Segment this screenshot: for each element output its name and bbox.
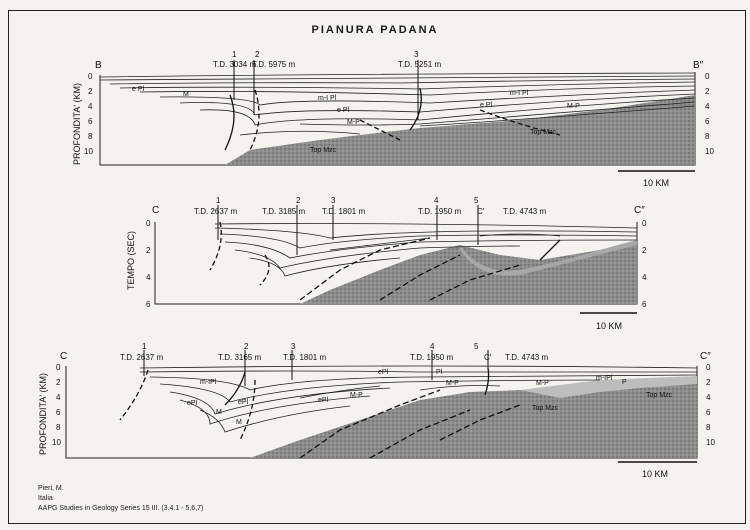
well-td: T.D. 3034 m [213,60,257,69]
section-b-well-labels [213,50,441,69]
svg-text:6: 6 [88,117,93,126]
well-number: 3 [291,342,296,351]
section-c2-axis-label: PROFONDITA' (KM) [38,372,48,455]
well-number: 2 [244,342,249,351]
section-c-right-ticks [642,219,647,309]
section-b-right-ticks [705,72,714,156]
well-td: C′ [477,207,485,216]
svg-text:4: 4 [88,102,93,111]
svg-text:10: 10 [84,147,93,156]
well-number: 4 [430,342,435,351]
well-number: 1 [216,196,221,205]
svg-text:P: P [622,379,627,386]
section-c2-left-ticks [52,363,61,447]
svg-text:6: 6 [642,300,647,309]
svg-text:M-P: M-P [536,380,549,387]
svg-text:ePl: ePl [187,400,198,407]
well-td: T.D. 2637 m [120,353,164,362]
well-td: T.D. 3185 m [262,207,306,216]
well-number: 5 [474,196,479,205]
svg-text:Top Mzc: Top Mzc [530,129,557,136]
well-number: 2 [255,50,260,59]
section-b-b2 [72,50,714,188]
section-c-scale-label: 10 KM [596,321,623,331]
svg-text:6: 6 [56,408,61,417]
svg-text:8: 8 [705,132,710,141]
svg-text:M: M [236,419,242,426]
well-td: T.D. 4743 m [505,353,549,362]
well-number: 2 [296,196,301,205]
section-c-depth [38,342,715,479]
svg-text:M-P: M-P [350,392,363,399]
svg-text:6: 6 [146,300,151,309]
well-number: 5 [474,342,479,351]
svg-text:m-I Pl: m-I Pl [510,90,529,97]
section-c2-right-end: C″ [700,351,711,362]
svg-text:8: 8 [88,132,93,141]
svg-text:0: 0 [705,72,710,81]
well-td: T.D. 1801 m [322,207,366,216]
svg-text:ePl: ePl [238,399,249,406]
section-c-time [126,196,647,331]
section-c-basement [300,240,637,304]
svg-text:4: 4 [642,273,647,282]
well-number: 4 [434,196,439,205]
svg-text:0: 0 [146,219,151,228]
section-c-right-end: C″ [634,205,645,216]
svg-text:2: 2 [705,87,710,96]
page-title: PIANURA PADANA [311,24,439,36]
section-c-axis-label: TEMPO (SEC) [126,230,136,290]
section-b-left-end: B [95,60,102,71]
svg-text:M-P: M-P [567,103,580,110]
well-number: 1 [142,342,147,351]
section-b-right-end: B″ [693,60,704,71]
well-td: T.D. 1801 m [283,353,327,362]
svg-text:8: 8 [56,423,61,432]
svg-text:M: M [183,91,189,98]
svg-text:m-I Pl: m-I Pl [318,95,337,102]
section-c2-left-end: C [60,351,68,362]
section-c-left-end: C [152,205,160,216]
svg-text:2: 2 [642,246,647,255]
svg-text:ePl: ePl [378,369,389,376]
svg-text:2: 2 [146,246,151,255]
svg-text:6: 6 [706,408,711,417]
svg-text:e Pl: e Pl [337,107,350,114]
svg-text:Pl: Pl [436,369,443,376]
well-td: T.D. 4743 m [503,207,547,216]
svg-text:0: 0 [88,72,93,81]
section-c2-scale-label: 10 KM [642,469,669,479]
svg-text:Top Mzc: Top Mzc [532,405,559,412]
section-b-basement [225,95,695,165]
svg-text:2: 2 [706,378,711,387]
section-b-scale-label: 10 KM [643,178,670,188]
well-td: T.D. 1950 m [418,207,462,216]
well-number: 3 [414,50,419,59]
svg-text:ePl: ePl [318,397,329,404]
svg-text:0: 0 [56,363,61,372]
well-td: T.D. 5975 m [252,60,296,69]
section-c-left-ticks [146,219,151,309]
svg-text:2: 2 [56,378,61,387]
svg-text:4: 4 [705,102,710,111]
svg-text:m-IPl: m-IPl [596,375,613,382]
svg-text:4: 4 [146,273,151,282]
svg-text:10: 10 [705,147,714,156]
section-c2-well-labels [120,342,548,362]
svg-text:6: 6 [705,117,710,126]
well-number: 3 [331,196,336,205]
well-td: T.D. 2637 m [194,207,238,216]
well-td: T.D. 3165 m [218,353,262,362]
svg-text:M: M [216,409,222,416]
section-c2-right-ticks [706,363,715,447]
svg-text:10: 10 [706,438,715,447]
svg-text:M-P: M-P [347,119,360,126]
well-number: 1 [232,50,237,59]
credit-author: Pieri, M. [38,485,64,492]
svg-text:Top Mzc: Top Mzc [646,392,673,399]
credit-country: Italia [38,495,53,502]
svg-text:4: 4 [706,393,711,402]
well-td: T.D. 5251 m [398,60,442,69]
svg-text:0: 0 [642,219,647,228]
svg-text:10: 10 [52,438,61,447]
svg-text:m-IPl: m-IPl [200,379,217,386]
section-c-well-labels [194,196,546,216]
credit-source: AAPG Studies in Geology Series 15 III. (3.4.1 - 5,6,7) [38,505,204,512]
section-b-left-ticks [84,72,93,156]
svg-text:8: 8 [706,423,711,432]
svg-text:e Pl: e Pl [132,86,145,93]
svg-text:M-P: M-P [446,380,459,387]
section-b-axis-label: PROFONDITA' (KM) [72,82,82,165]
well-td: T.D. 1950 m [410,353,454,362]
svg-text:2: 2 [88,87,93,96]
svg-text:Top Mzc: Top Mzc [310,147,337,154]
well-td: C′ [484,353,492,362]
svg-text:0: 0 [706,363,711,372]
svg-text:e Pl: e Pl [480,102,493,109]
svg-text:4: 4 [56,393,61,402]
